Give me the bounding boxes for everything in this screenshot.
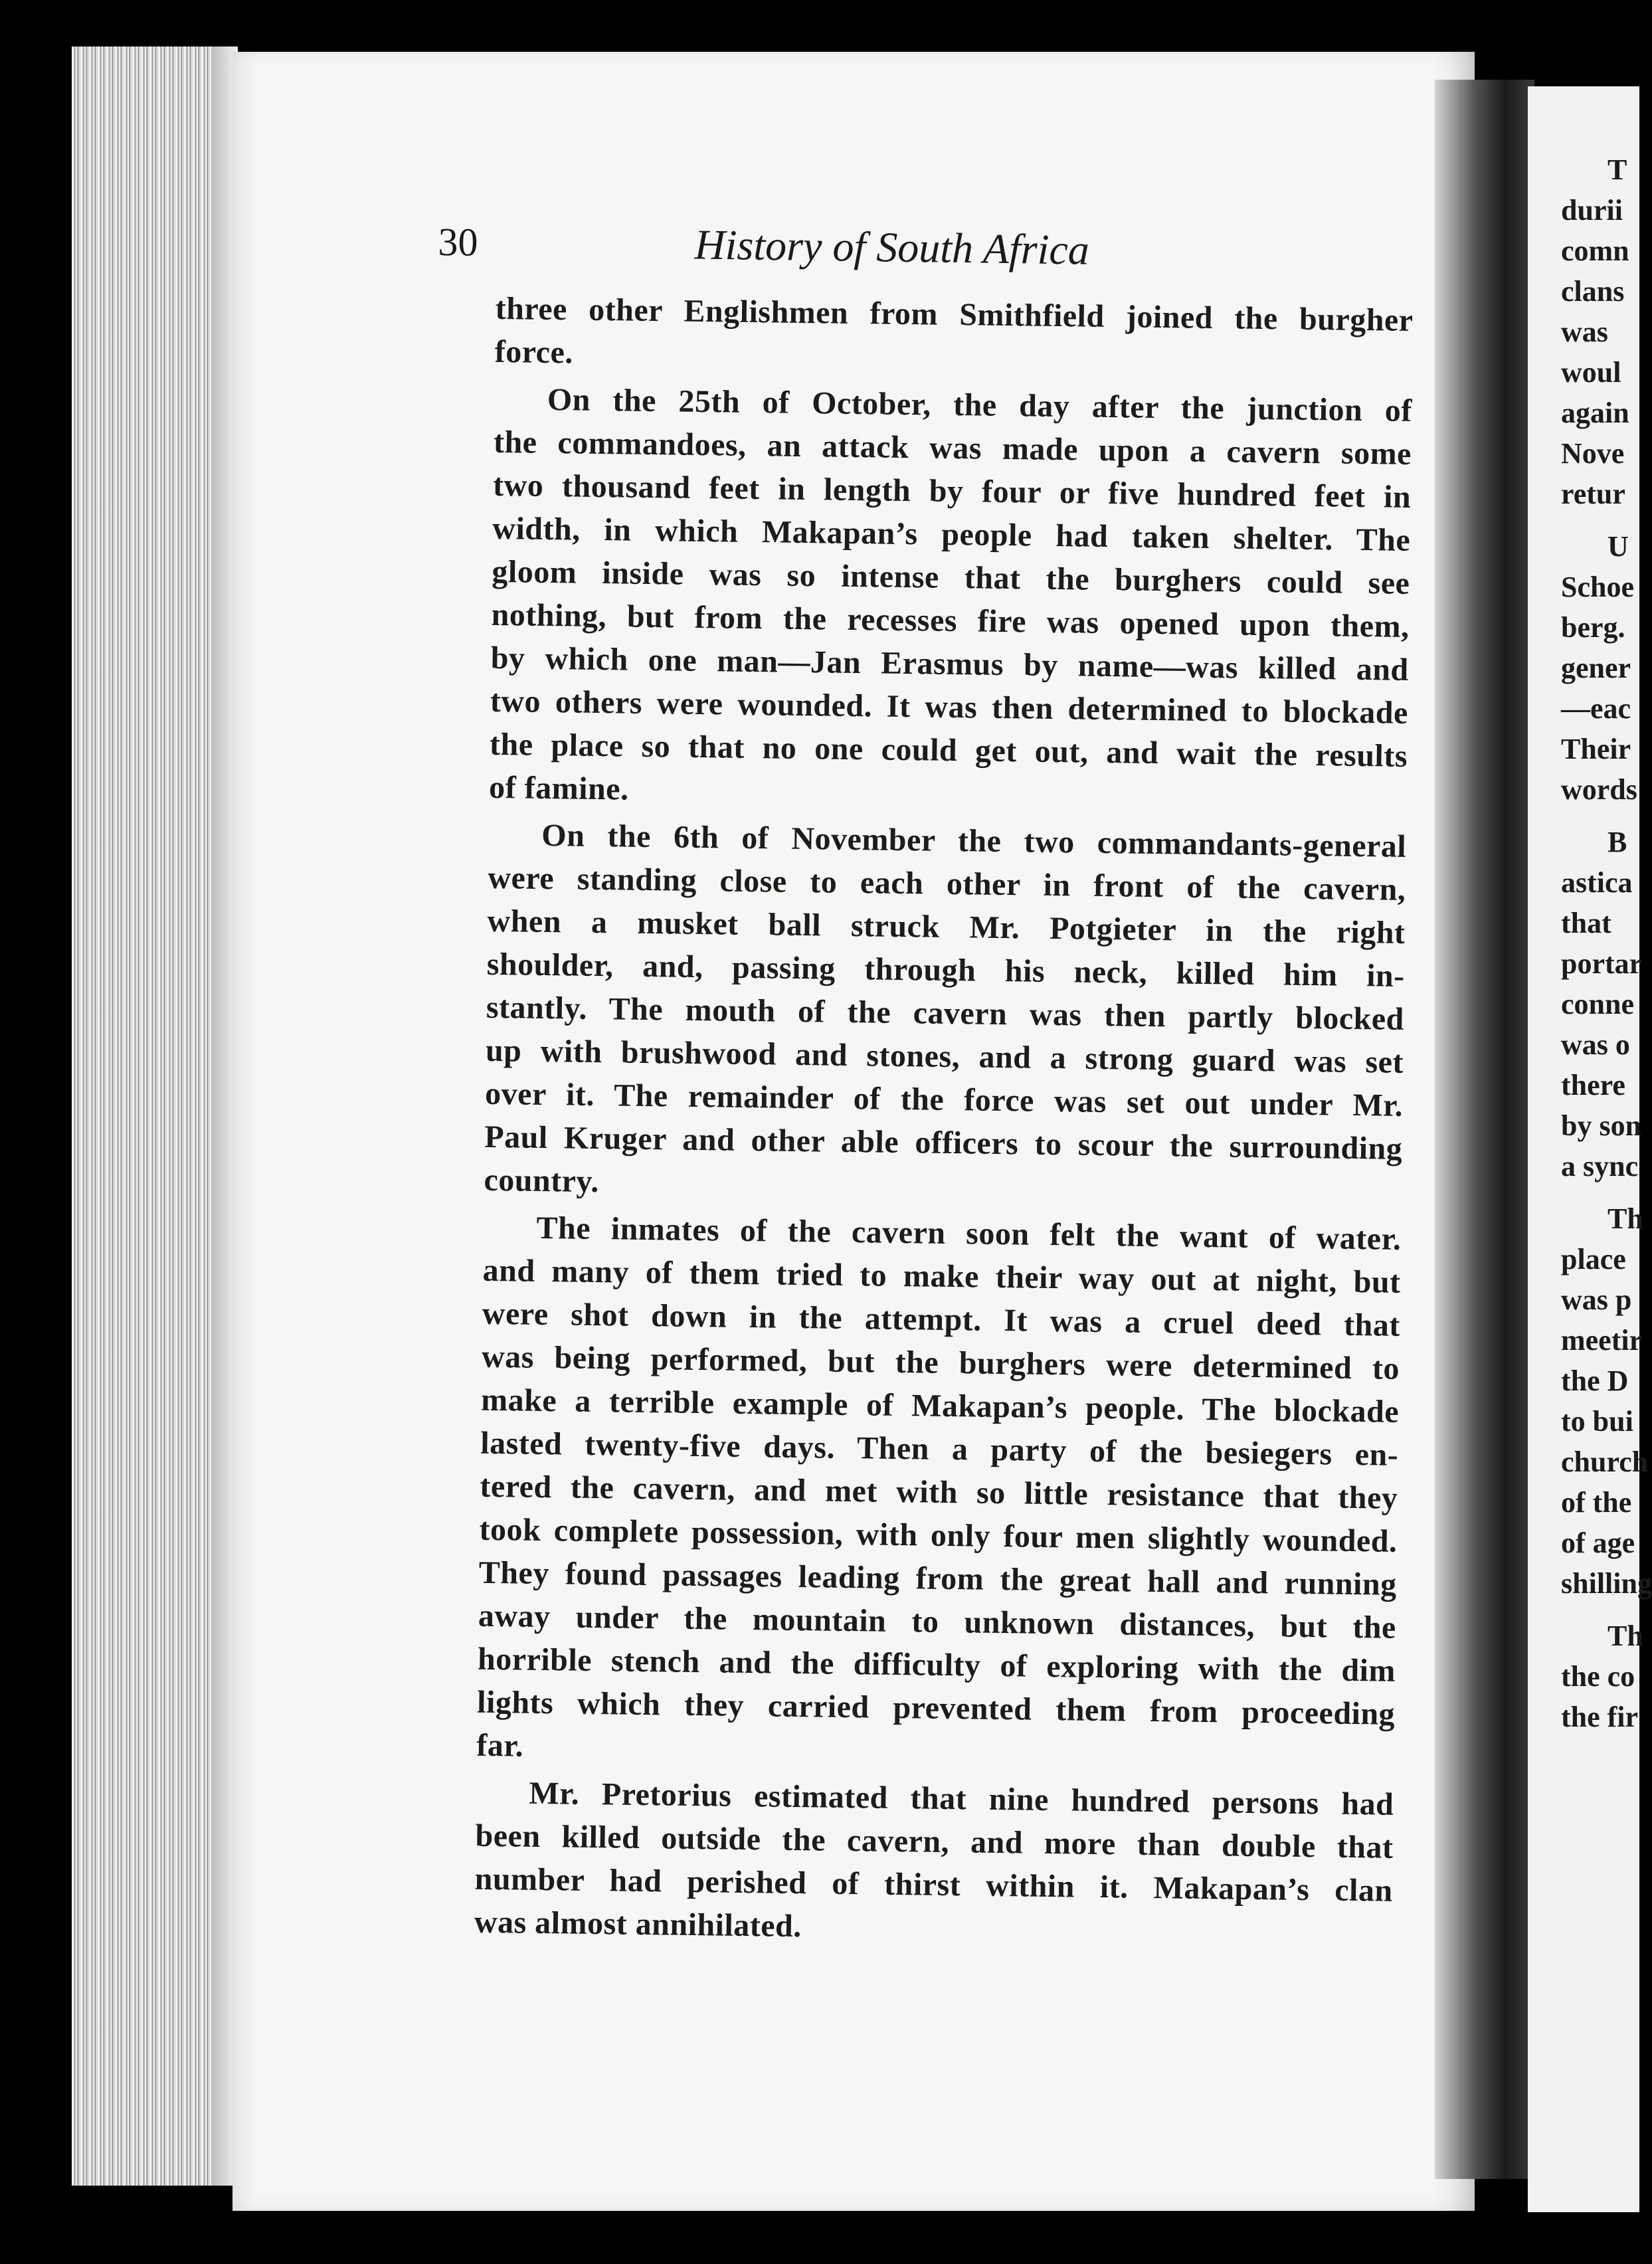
facing-page-fragment: the D bbox=[1561, 1365, 1629, 1397]
text-line: were shot down in the attempt. It was a cruel deed that bbox=[482, 1295, 1401, 1343]
text-line: the commandoes, an attack was made upon a cavern some bbox=[493, 424, 1412, 472]
text-line: Mr. Pretorius estimated that nine hundred persons had bbox=[529, 1775, 1394, 1822]
facing-page-fragment: durii bbox=[1561, 194, 1623, 227]
facing-page-fragment: woul bbox=[1561, 356, 1621, 389]
facing-page-fragment: church bbox=[1561, 1446, 1649, 1478]
facing-page-fragment: of age bbox=[1561, 1527, 1635, 1559]
facing-page-fragment: to bui bbox=[1561, 1405, 1633, 1438]
facing-page-fragment: Th bbox=[1607, 1202, 1643, 1235]
text-line: over it. The remainder of the force was set out under Mr. bbox=[484, 1076, 1404, 1123]
facing-page-fragment: there bbox=[1561, 1069, 1625, 1101]
book-gutter-shadow bbox=[1435, 80, 1534, 2179]
text-line: make a terrible example of Makapan’s people. The blockade bbox=[480, 1382, 1400, 1430]
text-line: The inmates of the cavern soon felt the want of water. bbox=[536, 1210, 1402, 1257]
text-line: of famine. bbox=[488, 769, 629, 807]
text-line: On the 6th of November the two commandants-general bbox=[541, 817, 1407, 864]
text-line: three other Englishmen from Smithfield joined the burgher bbox=[495, 290, 1414, 338]
text-line: was almost annihilated. bbox=[474, 1904, 802, 1944]
running-title: History of South Africa bbox=[694, 221, 1090, 274]
facing-page-fragment: Schoe bbox=[1561, 571, 1634, 603]
text-line: were standing close to each other in front of the cavern, bbox=[488, 860, 1406, 907]
page-number: 30 bbox=[438, 219, 478, 264]
paragraph bbox=[424, 1205, 1402, 1779]
text-line: far. bbox=[476, 1727, 524, 1764]
text-line: nothing, but from the recesses fire was opened upon them, bbox=[491, 597, 1410, 644]
text-line: lasted twenty-five days. Then a party of the besiegers en- bbox=[480, 1425, 1399, 1473]
paragraph bbox=[422, 1770, 1394, 1956]
facing-page-fragment: of the bbox=[1561, 1486, 1632, 1519]
text-line: stantly. The mouth of the cavern was then partly blocked bbox=[486, 989, 1405, 1037]
facing-page-fragment: comn bbox=[1561, 235, 1629, 267]
facing-page-fragment: was p bbox=[1561, 1283, 1632, 1316]
facing-page-fragment: the fir bbox=[1561, 1701, 1639, 1733]
facing-page-fragment: place bbox=[1561, 1243, 1626, 1275]
text-line: number had perished of thirst within it. Makapan’s clan bbox=[474, 1861, 1393, 1909]
text-line: was being performed, but the burghers were determined to bbox=[481, 1339, 1400, 1386]
text-line: took complete possession, with only four men slightly wounded. bbox=[479, 1511, 1398, 1559]
text-line: up with brushwood and stones, and a strong guard was set bbox=[485, 1032, 1404, 1080]
text-line: gloom inside was so intense that the burghers could see bbox=[492, 553, 1410, 601]
facing-page-fragment: the co bbox=[1561, 1660, 1635, 1693]
text-line: Paul Kruger and other able officers to scour the surrounding bbox=[484, 1119, 1403, 1167]
text-line: the place so that no one could get out, and wait the results bbox=[489, 726, 1408, 774]
facing-page-fragment: conne bbox=[1561, 988, 1634, 1020]
facing-page-fragment: shilling bbox=[1561, 1567, 1652, 1600]
facing-page-fragment: Their bbox=[1561, 733, 1631, 765]
text-line: width, in which Makapan’s people had taken shelter. The bbox=[492, 510, 1411, 558]
facing-page-fragment: berg. bbox=[1561, 611, 1625, 644]
text-line: On the 25th of October, the day after the junction of bbox=[547, 381, 1413, 428]
text-line: horrible stench and the difficulty of exploring with the dim bbox=[477, 1641, 1396, 1689]
facing-page-fragment: was o bbox=[1561, 1028, 1630, 1061]
text-line: two others were wounded. It was then determined to blockade bbox=[490, 683, 1409, 731]
text-line: two thousand feet in length by four or five hundred feet in bbox=[492, 467, 1412, 515]
text-line: away under the mountain to unknown distances, but the bbox=[478, 1598, 1397, 1646]
facing-page-fragment: astica bbox=[1561, 866, 1633, 899]
text-line: been killed outside the cavern, and more than double that bbox=[475, 1818, 1394, 1865]
facing-page-fragment: Th bbox=[1607, 1620, 1643, 1652]
paragraph bbox=[437, 377, 1412, 821]
text-line: by which one man—Jan Erasmus by name—was killed and bbox=[490, 640, 1410, 688]
facing-page-fragment: —eac bbox=[1561, 692, 1631, 725]
facing-page-fragment: by son bbox=[1561, 1109, 1642, 1142]
facing-page-fragment: a sync bbox=[1561, 1150, 1639, 1182]
facing-page-fragment: U bbox=[1607, 530, 1629, 563]
text-line: and many of them tried to make their way out at night, but bbox=[482, 1252, 1401, 1300]
facing-page-fragment: T bbox=[1607, 153, 1627, 186]
facing-page-fragment: Nove bbox=[1561, 437, 1625, 470]
facing-page-fragment: was bbox=[1561, 316, 1608, 348]
text-line: They found passages leading from the great hall and running bbox=[478, 1555, 1398, 1602]
facing-page-fragment: that bbox=[1561, 907, 1611, 939]
text-line: when a musket ball struck Mr. Potgieter in the right bbox=[487, 903, 1406, 951]
facing-page-fragment: meetir bbox=[1561, 1324, 1643, 1357]
body-text bbox=[422, 286, 1414, 1956]
book-page-edges bbox=[72, 47, 238, 2186]
facing-page-fragment: portar bbox=[1561, 947, 1643, 980]
text-line: force. bbox=[494, 333, 574, 371]
facing-page-fragment: clans bbox=[1561, 275, 1625, 308]
text-line: lights which they carried prevented them from proceeding bbox=[476, 1684, 1396, 1732]
facing-page-fragment: gener bbox=[1561, 652, 1631, 684]
facing-page-fragment: words bbox=[1561, 773, 1637, 806]
text-line: tered the cavern, and met with so little resistance that they bbox=[480, 1468, 1398, 1516]
facing-page-fragment: again bbox=[1561, 397, 1629, 429]
paragraph bbox=[432, 812, 1407, 1214]
facing-page-fragment: B bbox=[1607, 826, 1627, 858]
facing-page-fragment: retur bbox=[1561, 478, 1625, 510]
facing-page bbox=[1528, 86, 1652, 2212]
text-line: shoulder, and, passing through his neck, killed him in- bbox=[486, 946, 1406, 994]
paragraph bbox=[442, 286, 1414, 385]
text-line: country. bbox=[484, 1162, 600, 1200]
